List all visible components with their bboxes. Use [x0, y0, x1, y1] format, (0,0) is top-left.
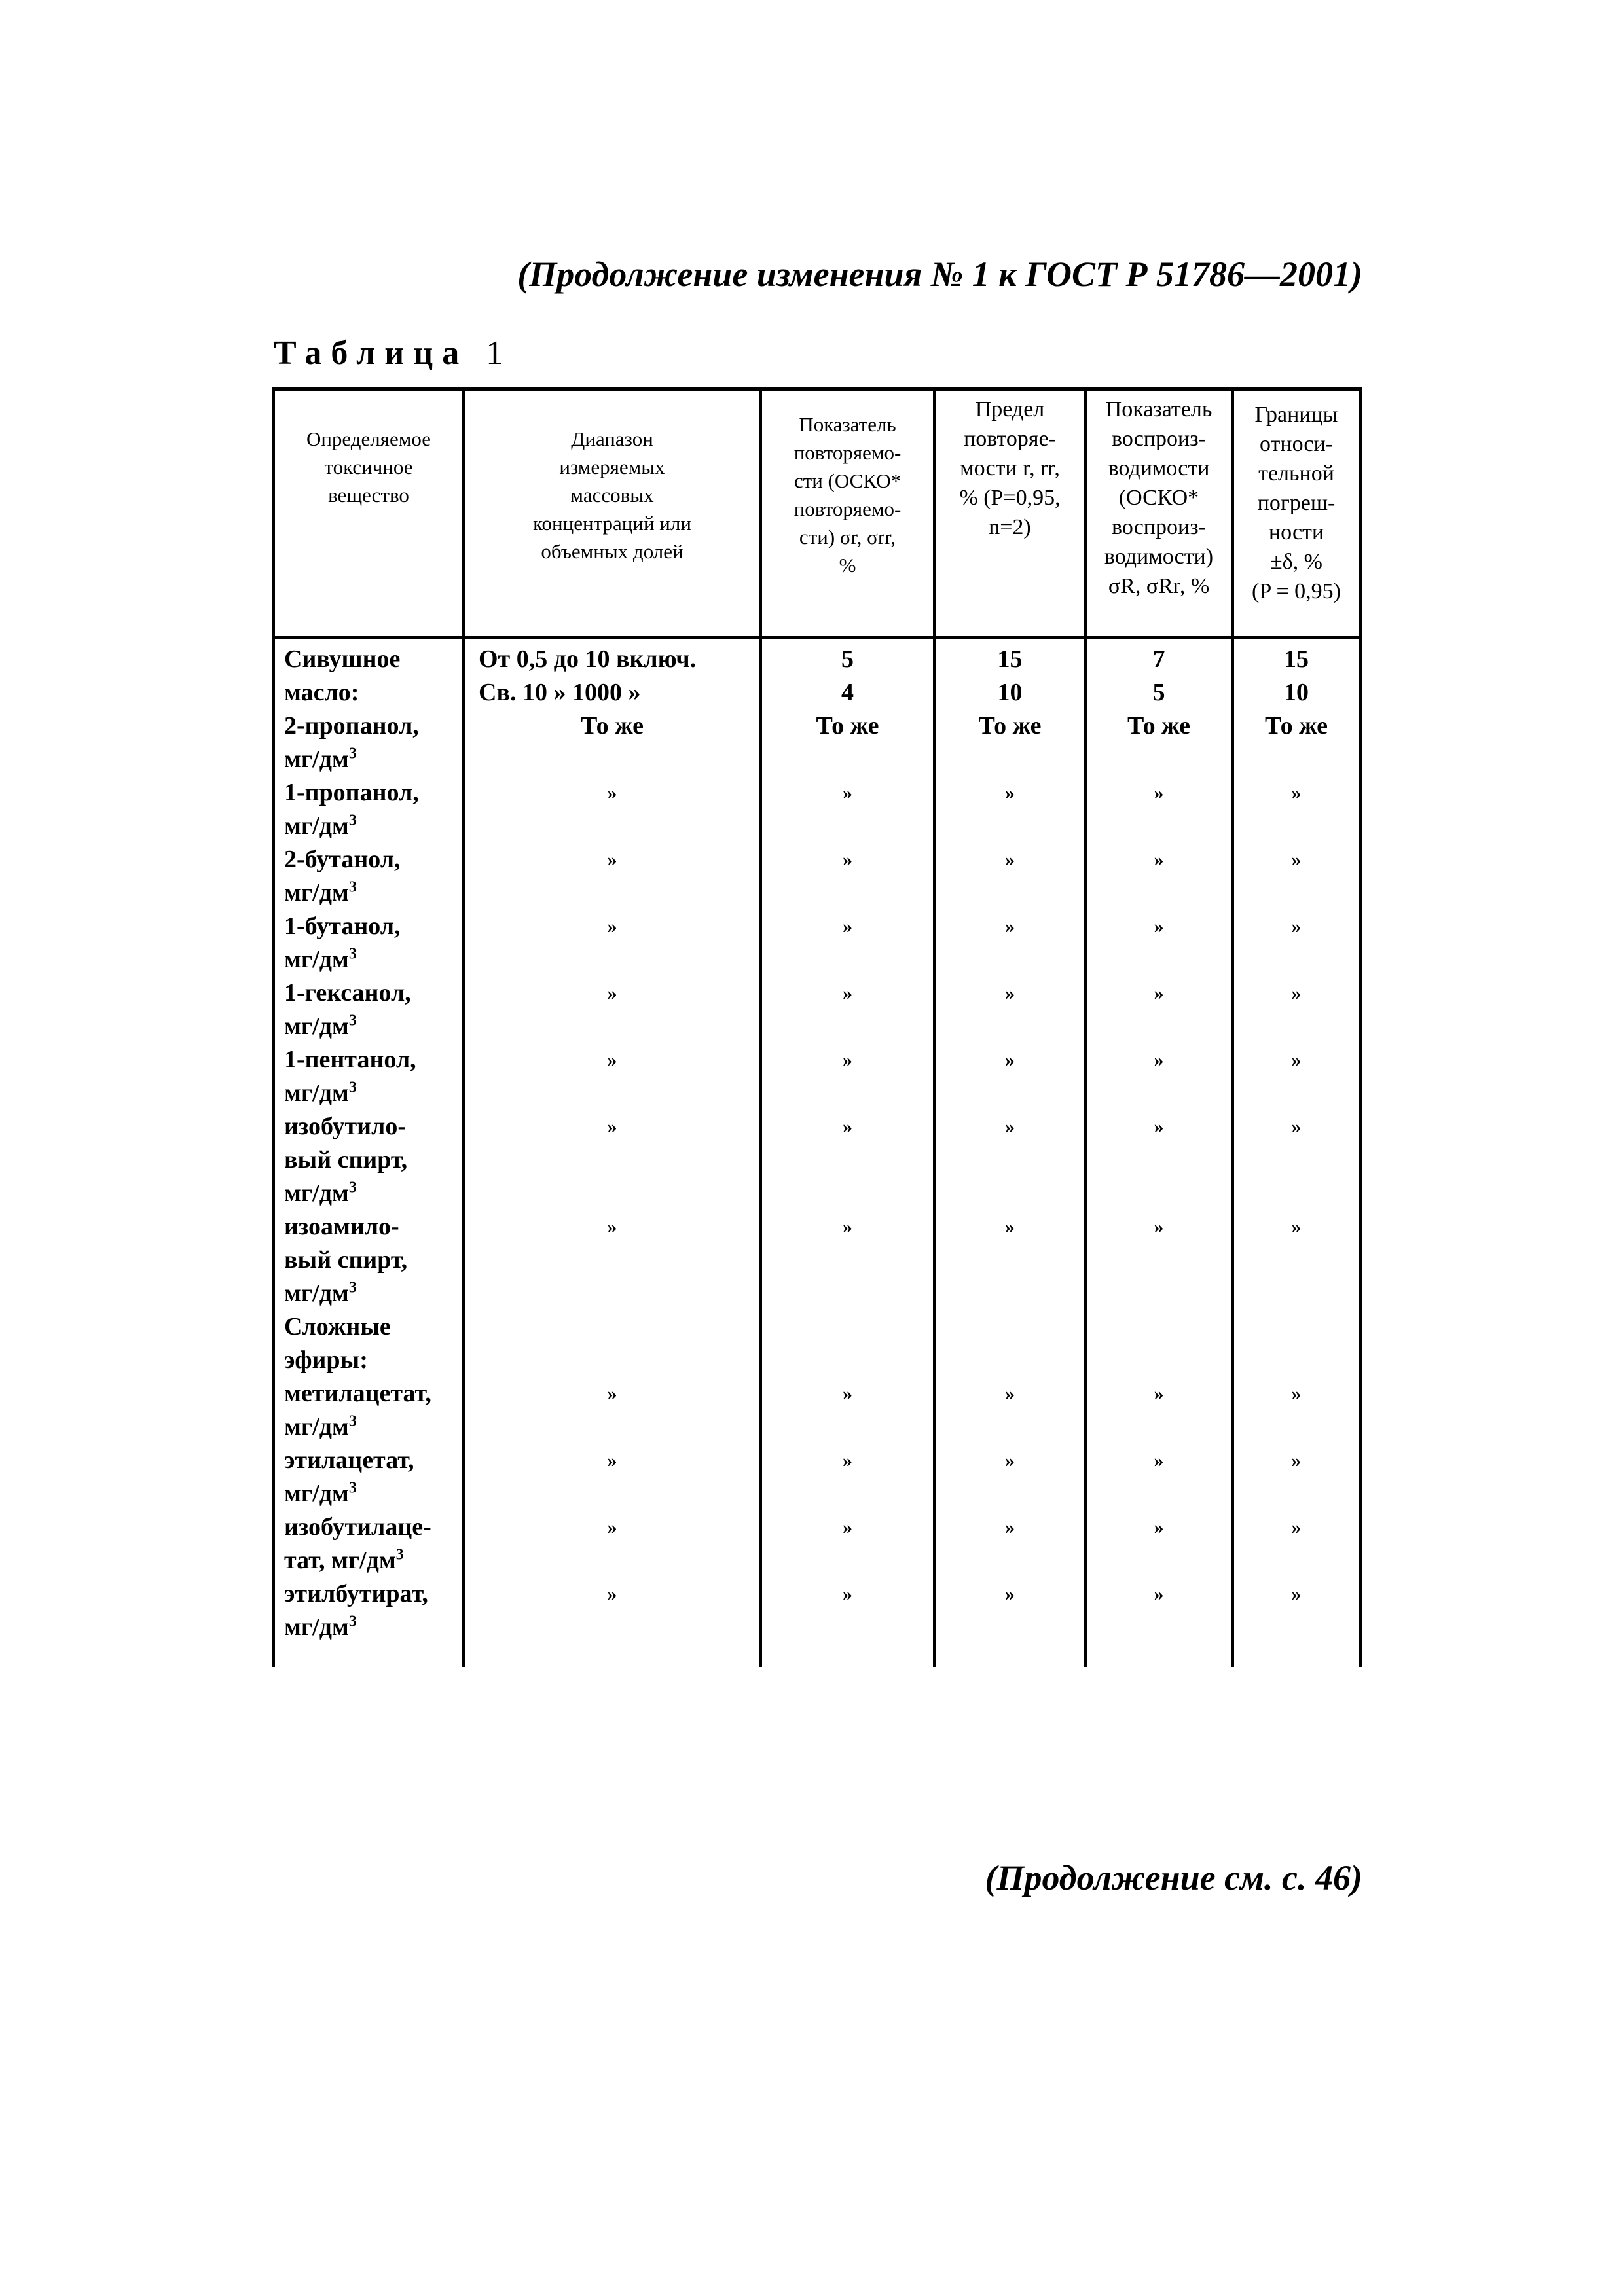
- ditto-mark: »: [1154, 916, 1164, 937]
- ditto-mark: »: [1005, 1516, 1015, 1538]
- ditto-mark: »: [1291, 1049, 1302, 1071]
- same-cell: То же: [978, 712, 1042, 740]
- header-range: Диапазон измеряемых массовых концентраций или объемных долей: [533, 427, 691, 563]
- substance-line: тат, $мг/дм^3$: [284, 1546, 404, 1574]
- substance-line: $мг/дм^3$: [284, 1279, 357, 1307]
- ditto-mark: »: [1154, 1383, 1164, 1405]
- ditto-mark: »: [607, 782, 617, 804]
- ditto-mark: »: [1154, 1450, 1164, 1471]
- table-caption-word: Таблица: [274, 334, 469, 372]
- table-caption: [274, 334, 503, 372]
- ditto-mark: »: [1005, 1116, 1015, 1138]
- substance-line: $мг/дм^3$: [284, 945, 357, 973]
- substance-line: вый спирт,: [284, 1246, 408, 1274]
- page-footer: (Продолжение см. с. 46): [985, 1858, 1362, 1897]
- value-cell: 7: [1152, 645, 1165, 673]
- value-cell: 5: [841, 645, 854, 673]
- value-cell: 4: [841, 679, 854, 706]
- substance-line: метилацетат,: [284, 1380, 431, 1407]
- value-cell: От 0,5 до 10 включ.: [479, 645, 697, 673]
- substance-line: $мг/дм^3$: [284, 1179, 357, 1207]
- ditto-mark: »: [1154, 982, 1164, 1004]
- substance-line: $мг/дм^3$: [284, 812, 357, 840]
- ditto-mark: »: [1005, 1383, 1015, 1405]
- page-header: (Продолжение изменения № 1 к ГОСТ Р 51786—2001): [517, 255, 1362, 294]
- ditto-mark: »: [1291, 1583, 1302, 1605]
- ditto-mark: »: [843, 1450, 852, 1471]
- ditto-mark: »: [607, 1216, 617, 1238]
- ditto-mark: »: [607, 1383, 617, 1405]
- substance-line: изоамило-: [284, 1213, 399, 1240]
- ditto-mark: »: [1154, 1583, 1164, 1605]
- ditto-mark: »: [607, 1450, 617, 1471]
- same-cell: То же: [580, 712, 644, 740]
- substance-line: 2-пропанол,: [284, 712, 419, 740]
- value-cell: Св. 10 » 1000 »: [479, 679, 641, 706]
- substance-line: 1-пропанол,: [284, 779, 419, 806]
- header-substance: Определяемое токсичное вещество: [306, 427, 431, 507]
- header-repeatability: Показатель повторяемо- сти (ОСКО* повторяемо- сти) σr, σrr, %: [793, 413, 902, 577]
- substance-line: $мг/дм^3$: [284, 1613, 357, 1641]
- substance-line: 1-бутанол,: [284, 912, 401, 940]
- ditto-mark: »: [1291, 1216, 1302, 1238]
- ditto-mark: »: [1291, 1450, 1302, 1471]
- ditto-mark: »: [843, 782, 852, 804]
- ditto-mark: »: [1005, 1216, 1015, 1238]
- ditto-mark: »: [843, 982, 852, 1004]
- ditto-mark: »: [1005, 982, 1015, 1004]
- substance-line: $мг/дм^3$: [284, 1412, 357, 1441]
- ditto-mark: »: [607, 849, 617, 870]
- ditto-mark: »: [1291, 982, 1302, 1004]
- ditto-mark: »: [607, 1516, 617, 1538]
- ditto-mark: »: [607, 1116, 617, 1138]
- table-border-right: [1359, 391, 1362, 1667]
- ditto-mark: »: [607, 982, 617, 1004]
- substance-line: 1-гексанол,: [284, 979, 411, 1007]
- substance-line: изобутило-: [284, 1113, 407, 1140]
- same-cell: То же: [1264, 712, 1328, 740]
- ditto-mark: »: [843, 1383, 852, 1405]
- substance-line: эфиры:: [284, 1346, 368, 1374]
- ditto-mark: »: [1154, 1216, 1164, 1238]
- ditto-mark: »: [843, 1216, 852, 1238]
- header-repeatability-limit: Предел повторяе- мости r, rr, % (P=0,95, n=2): [959, 397, 1061, 539]
- ditto-mark: »: [1005, 782, 1015, 804]
- substance-line: $мг/дм^3$: [284, 878, 357, 906]
- ditto-mark: »: [843, 1049, 852, 1071]
- substance-line: вый спирт,: [284, 1146, 408, 1174]
- table-caption-number: 1: [486, 334, 503, 372]
- substance-line: $мг/дм^3$: [284, 745, 357, 773]
- ditto-mark: »: [1154, 849, 1164, 870]
- same-cell: То же: [816, 712, 879, 740]
- value-cell: 15: [1284, 645, 1309, 673]
- ditto-mark: »: [607, 1583, 617, 1605]
- substance-line: изобутилаце-: [284, 1513, 431, 1541]
- ditto-mark: »: [1005, 1583, 1015, 1605]
- ditto-mark: »: [843, 849, 852, 870]
- header-error-bounds: Границы относи- тельной погреш- ности ±δ, % (P = 0,95): [1252, 403, 1341, 603]
- substance-line: 1-пентанол,: [284, 1046, 416, 1073]
- ditto-mark: »: [1005, 849, 1015, 870]
- ditto-mark: »: [843, 916, 852, 937]
- substance-line: $мг/дм^3$: [284, 1079, 357, 1107]
- substance-line: $мг/дм^3$: [284, 1012, 357, 1040]
- ditto-mark: »: [843, 1516, 852, 1538]
- ditto-mark: »: [1005, 1049, 1015, 1071]
- ditto-mark: »: [843, 1116, 852, 1138]
- substance-line: масло:: [284, 679, 359, 706]
- ditto-mark: »: [1291, 916, 1302, 937]
- data-table: [272, 387, 1362, 1667]
- ditto-mark: »: [1005, 916, 1015, 937]
- ditto-mark: »: [843, 1583, 852, 1605]
- ditto-mark: »: [1291, 1383, 1302, 1405]
- ditto-mark: »: [1154, 1516, 1164, 1538]
- value-cell: 10: [1284, 679, 1309, 706]
- substance-line: этилбутират,: [284, 1580, 428, 1607]
- value-cell: 5: [1152, 679, 1165, 706]
- substance-line: этилацетат,: [284, 1446, 414, 1474]
- ditto-mark: »: [1154, 782, 1164, 804]
- value-cell: 10: [997, 679, 1023, 706]
- header-separator: [272, 636, 1362, 639]
- ditto-mark: »: [1154, 1049, 1164, 1071]
- same-cell: То же: [1127, 712, 1191, 740]
- substance-line: 2-бутанол,: [284, 846, 401, 873]
- substance-line: Сложные: [284, 1313, 391, 1340]
- ditto-mark: »: [1154, 1116, 1164, 1138]
- value-cell: 15: [997, 645, 1023, 673]
- ditto-mark: »: [1291, 1116, 1302, 1138]
- substance-line: $мг/дм^3$: [284, 1479, 357, 1507]
- ditto-mark: »: [607, 916, 617, 937]
- ditto-mark: »: [1005, 1450, 1015, 1471]
- ditto-mark: »: [1291, 1516, 1302, 1538]
- ditto-mark: »: [607, 1049, 617, 1071]
- substance-line: Сивушное: [284, 645, 401, 673]
- ditto-mark: »: [1291, 849, 1302, 870]
- header-reproducibility: Показатель воспроиз- водимости (ОСКО* воспроиз- водимости) σR, σRr, %: [1104, 397, 1214, 598]
- ditto-mark: »: [1291, 782, 1302, 804]
